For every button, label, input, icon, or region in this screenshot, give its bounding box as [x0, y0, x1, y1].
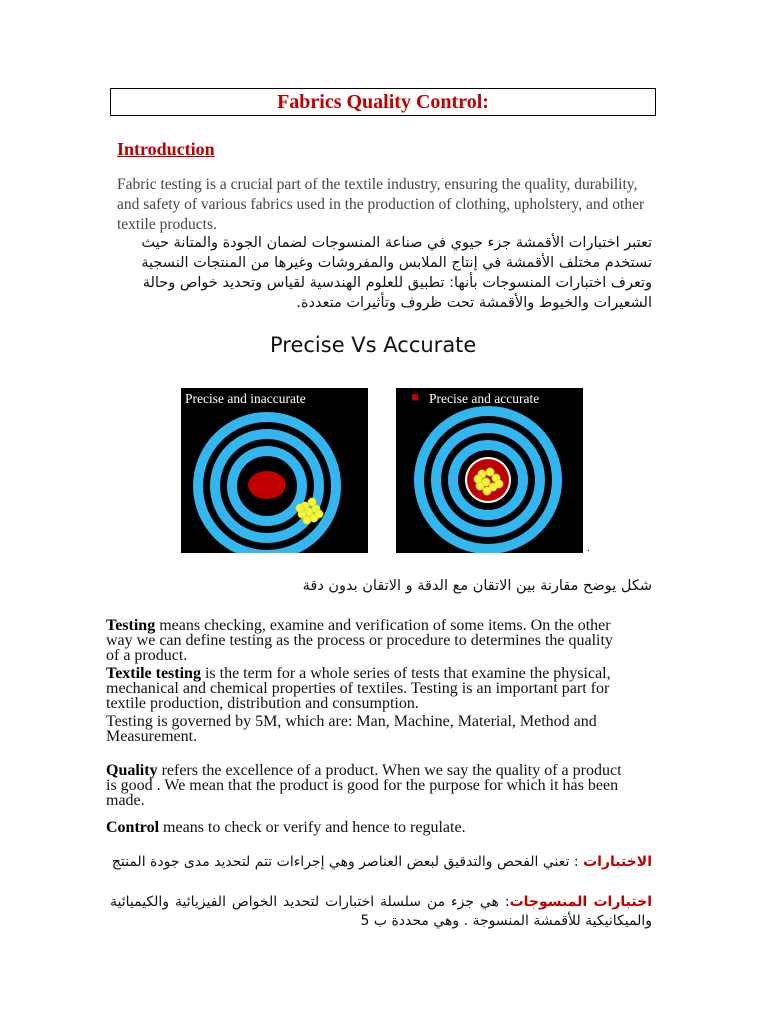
- arabic-textile-tests-term: اختبارات المنسوجات: [509, 894, 652, 910]
- quality-term: Quality: [106, 762, 158, 779]
- control-definition: [106, 820, 626, 835]
- introduction-text: Fabric testing is a crucial part of the textile industry, ensuring the quality, durability, and safety of various fabrics used in the production of clothing, upholstery, and other textile products.: [117, 176, 645, 233]
- control-term: Control: [106, 819, 160, 836]
- testing-definition: [106, 618, 626, 663]
- target-graphic-left: [181, 388, 368, 553]
- arabic-textile-tests-text: : هي جزء من سلسلة اختبارات لتحديد الخواص الفيزيائية والكيميائية والميكانيكية للأقمشة المنسوجة . وهي محددة ب 5: [110, 894, 652, 929]
- introduction-heading: Introduction: [117, 139, 215, 159]
- introduction-arabic-text: تعتبر اختبارات الأقمشة جزء حيوي في صناعة المنسوجات لضمان الجودة والمتانة حيث تستخدم مختلف الأقمشة في إنتاج الملابس والمفروشات وغيرها من المنتجات النسجية وتعرف اختبارات المنسوجات بأنها: تطبيق للعلوم الهندسية لقياس وتحديد خواص وحالة الشعيرات والخيوط والأقمشة تحت ظروف وتأثيرات متعددة.: [141, 235, 652, 311]
- textile-testing-text: is the term for a whole series of tests that examine the physical, mechanical and chemical properties of textiles. Testing is an important part for textile production, distribution and consumption.: [106, 665, 611, 712]
- arabic-textile-tests-definition: [110, 893, 652, 931]
- textile-testing-definition: [106, 666, 626, 711]
- legend-square: [412, 394, 418, 400]
- figure-trailing-dot: .: [587, 540, 590, 554]
- testing-text: means checking, examine and verification of some items. On the other way we can define testing as the process or procedure to determines the quality of a product.: [106, 617, 613, 664]
- arabic-tests-definition: [110, 853, 652, 872]
- figure-caption: شكل يوضح مقارنة بين الاتقان مع الدقة و الاتقان بدون دقة: [302, 578, 652, 594]
- panel-label-precise-inaccurate: Precise and inaccurate: [185, 391, 306, 406]
- target-panel-precise-accurate: [396, 388, 583, 553]
- arabic-tests-text: : تعني الفحص والتدقيق لبعض العناصر وهي إجراءات تتم لتحديد مدى جودة المنتج: [111, 854, 584, 870]
- governed-5m-text: Testing is governed by 5M, which are: Man, Machine, Material, Method and Measurement.: [106, 713, 597, 745]
- quality-text: refers the excellence of a product. When we say the quality of a product is good . We mean that the product is good for the purpose for which it has been made.: [106, 762, 622, 809]
- textile-testing-term: Textile testing: [106, 665, 201, 682]
- arabic-tests-term: الاختبارات: [583, 854, 652, 870]
- bullseye: [248, 471, 286, 499]
- testing-term: Testing: [106, 617, 156, 634]
- target-graphic-right: [396, 388, 583, 553]
- quality-definition: [106, 763, 626, 808]
- panel-label-precise-accurate: Precise and accurate: [429, 391, 540, 406]
- document-title: Fabrics Quality Control:: [110, 88, 656, 116]
- target-panel-precise-inaccurate: [181, 388, 368, 553]
- control-text: means to check or verify and hence to regulate.: [159, 819, 466, 836]
- figure-title: Precise Vs Accurate: [270, 333, 477, 357]
